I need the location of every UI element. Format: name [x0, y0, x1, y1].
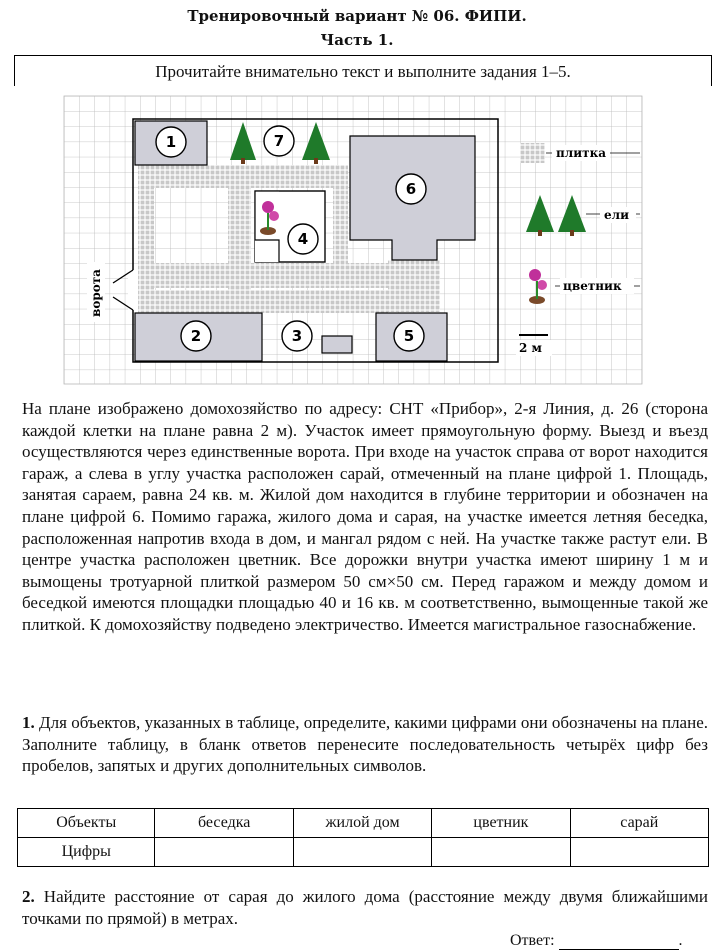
- marker-6: 6: [405, 180, 417, 198]
- answer-table: [17, 808, 709, 867]
- task-2-text: Найдите расстояние от сарая до жилого дома (расстояние между двумя ближайшими точками по прямой) в метрах.: [22, 887, 709, 928]
- task-1-number: 1.: [22, 713, 35, 732]
- marker-5: 5: [403, 327, 415, 345]
- answer-input[interactable]: [559, 935, 679, 950]
- table-header-objects: Объекты: [18, 809, 155, 838]
- part-title: Часть 1.: [320, 31, 394, 49]
- answer-label: Ответ:: [510, 932, 555, 949]
- task-1-text: Для объектов, указанных в таблице, определите, какими цифрами они обозначены на плане. Заполните таблицу, в бланк ответов перенесите последовательность четырёх цифр без пробелов, запятых и других дополнительных символов.: [22, 713, 708, 776]
- table-header-house: жилой дом: [293, 809, 431, 838]
- marker-7: 7: [273, 132, 285, 150]
- scale-label: 2 м: [519, 341, 542, 355]
- task-2: [22, 886, 708, 929]
- legend-flowerbed-label: цветник: [563, 279, 622, 293]
- marker-3: 3: [291, 327, 303, 345]
- table-row: [18, 838, 709, 867]
- gate-label: ворота: [89, 269, 103, 317]
- answer-cell-gazebo[interactable]: [155, 838, 293, 867]
- legend-tile-label: плитка: [556, 146, 607, 160]
- grill: [322, 336, 352, 353]
- table-header-gazebo: беседка: [155, 809, 293, 838]
- table-label-digits: Цифры: [18, 838, 155, 867]
- answer-cell-house[interactable]: [293, 838, 431, 867]
- description-text: На плане изображено домохозяйство по адресу: СНТ «Прибор», 2-я Линия, д. 26 (сторона каждой клетки на плане равна 2 м). Участок имеет прямоугольную форму. Выезд и въезд осуществляются через единственные ворота. При входе на участок справа от ворот находится гараж, а слева в углу участка расположен сарай, отмеченный на плане цифрой 1. Площадь, занятая сараем, равна 24 кв. м. Жилой дом находится в глубине территории и обозначен на плане цифрой 6. Помимо гаража, жилого дома и сарая, на участке имеется летняя беседка, расположенная напротив входа в дом, и мангал рядом с ней. На участке также растут ели. В центре участка расположен цветник. Все дорожки внутри участка имеют ширину 1 м и вымощены тротуарной плиткой размером 50 см×50 см. Перед гаражом и между домом и беседкой имеются площадки площадью 40 и 16 кв. м соответственно, вымощенные такой же плиткой. К домохозяйству подведено электричество. Имеется магистральное газоснабжение.: [22, 399, 708, 634]
- legend-tile-swatch: [520, 143, 545, 163]
- table-row: [18, 809, 709, 838]
- table-header-shed: сарай: [570, 809, 708, 838]
- instruction-text: Прочитайте внимательно текст и выполните задания 1–5.: [155, 62, 571, 81]
- site-plan: [0, 85, 714, 390]
- task-2-number: 2.: [22, 887, 35, 906]
- instruction-box: [14, 55, 712, 86]
- table-header-flowerbed: цветник: [432, 809, 570, 838]
- marker-2: 2: [190, 327, 202, 345]
- legend-firs-label: ели: [604, 208, 629, 222]
- answer-line: Ответ: .: [510, 932, 683, 949]
- marker-1: 1: [165, 133, 177, 151]
- task-1: [22, 712, 708, 777]
- answer-cell-flowerbed[interactable]: [432, 838, 570, 867]
- marker-4: 4: [297, 230, 309, 248]
- answer-cell-shed[interactable]: [570, 838, 708, 867]
- page-title: Тренировочный вариант № 06. ФИПИ.: [187, 7, 527, 25]
